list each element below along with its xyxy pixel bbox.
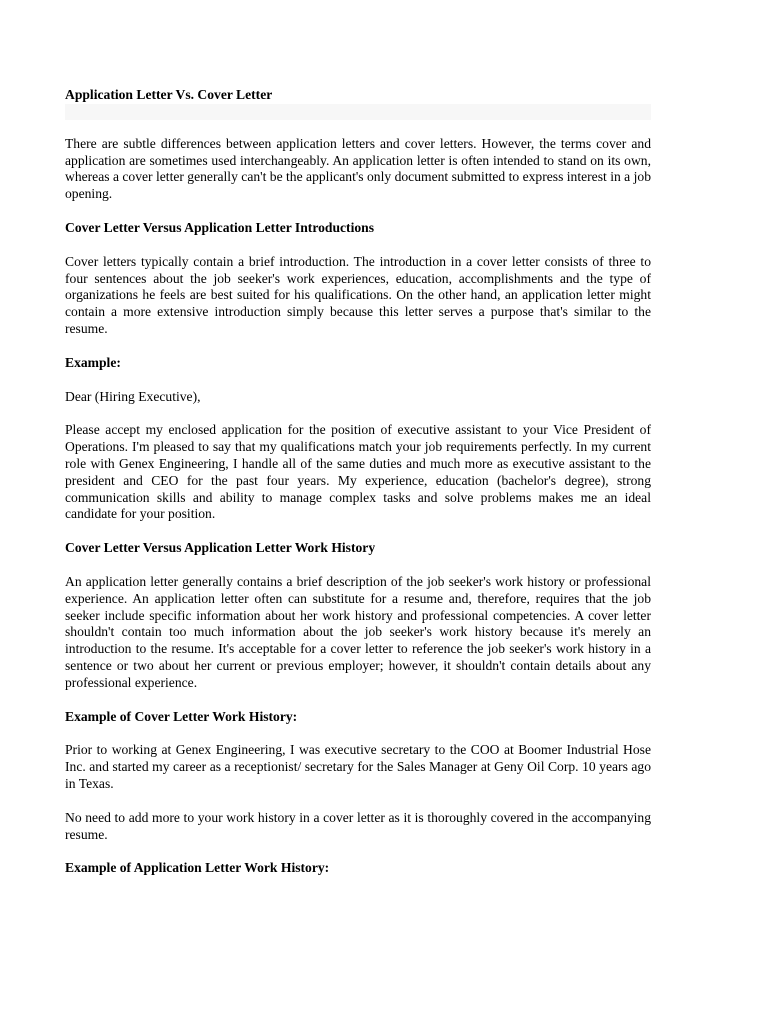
work-history-paragraph: An application letter generally contains a brief description of the job seeker's work history or professional experience. An application letter often can substitute for a resume and, therefore, requires that the job seeker include specific information about her work history and professional competencies. A cover letter shouldn't contain too much information about the job seeker's work history because it's merely an introduction to the resume. It's acceptable for a cover letter to reference the job seeker's work history in a sentence or two about her current or previous employer; however, it shouldn't contain details about any professional experience. [65,573,651,690]
cover-letter-work-history-note: No need to add more to your work history in a cover letter as it is thoroughly covered in the accompanying resume. [65,809,651,842]
application-letter-work-history-heading: Example of Application Letter Work History: [65,860,330,876]
section-heading-work-history: Cover Letter Versus Application Letter Work History [65,540,376,556]
title-shading [65,104,651,120]
salutation: Dear (Hiring Executive), [65,388,201,404]
cover-letter-work-history-heading: Example of Cover Letter Work History: [65,708,298,724]
example-heading: Example: [65,354,121,370]
introductions-paragraph: Cover letters typically contain a brief introduction. The introduction in a cover letter consists of three to four sentences about the job seeker's work experiences, education, accomplishments and the type of organizations he feels are best suited for his qualifications. On the other hand, an application letter might contain a more extensive introduction simply because this letter serves a purpose that's similar to the resume. [65,253,651,336]
cover-letter-work-history-paragraph: Prior to working at Genex Engineering, I was executive secretary to the COO at Boomer Industrial Hose Inc. and started my career as a receptionist/ secretary for the Sales Manager at Geny Oil Corp. 10 years ago in Texas. [65,742,651,791]
section-heading-introductions: Cover Letter Versus Application Letter Introductions [65,219,375,235]
intro-paragraph: There are subtle differences between application letters and cover letters. However, the terms cover and application are sometimes used interchangeably. An application letter is often intended to stand on its own, whereas a cover letter generally can't be the applicant's only document submitted to express interest in a job opening. [65,135,651,202]
document-body [65,87,651,894]
example-paragraph: Please accept my enclosed application for the position of executive assistant to your Vice President of Operations. I'm pleased to say that my qualifications match your job requirements perfectly. In my current role with Genex Engineering, I handle all of the same duties and much more as executive assistant to the president and CEO for the past four years. My experience, education (bachelor's degree), strong communication skills and ability to manage complex tasks and solve problems makes me an ideal candidate for your position. [65,422,651,522]
document-title: Application Letter Vs. Cover Letter [65,87,273,102]
